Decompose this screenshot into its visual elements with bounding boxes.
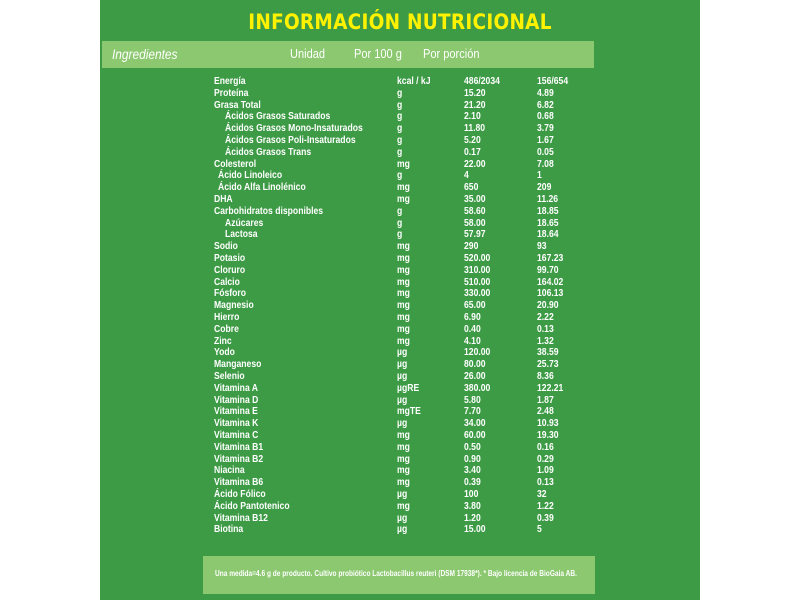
nutrient-name: Energía: [214, 75, 246, 87]
nutrient-unit: mg: [397, 263, 410, 276]
nutrient-per-100g: 310.00: [464, 263, 491, 276]
nutrient-per-100g: 57.97: [464, 228, 486, 241]
nutrient-unit: mg: [397, 157, 410, 170]
table-row: [0, 488, 800, 500]
nutrient-unit: g: [397, 86, 403, 99]
table-row: [0, 335, 800, 347]
nutrient-name: Selenio: [214, 370, 245, 382]
nutrient-per-serving: 122.21: [537, 381, 564, 394]
nutrient-name: Fósforo: [214, 287, 247, 300]
nutrient-name: Ácidos Grasos Trans: [225, 145, 312, 158]
nutrient-unit: g: [397, 169, 403, 182]
nutrient-per-serving: 0.13: [537, 476, 554, 489]
nutrient-per-100g: 330.00: [464, 287, 491, 300]
nutrient-per-100g: 5.20: [464, 134, 481, 146]
nutrient-unit: mg: [397, 252, 410, 264]
nutrient-per-100g: 6.90: [464, 311, 481, 323]
table-row: [0, 417, 800, 429]
nutrient-unit: mg: [397, 452, 410, 465]
nutrient-unit: µg: [397, 370, 408, 382]
table-row: [0, 122, 800, 134]
nutrient-per-serving: 106.13: [537, 287, 564, 300]
table-row: [0, 299, 800, 311]
nutrient-per-serving: 20.90: [537, 299, 559, 312]
nutrient-per-serving: 1.22: [537, 499, 554, 512]
nutrient-name: Ácidos Grasos Mono-Insaturados: [225, 122, 363, 135]
table-row: [0, 464, 800, 476]
nutrient-name: Grasa Total: [214, 98, 261, 111]
nutrient-per-serving: 167.23: [537, 252, 564, 264]
table-row: [0, 323, 800, 335]
nutrient-unit: g: [397, 98, 403, 111]
header-unit: Unidad: [290, 46, 326, 61]
nutrient-per-100g: 35.00: [464, 193, 486, 205]
nutrient-per-100g: 15.20: [464, 86, 486, 99]
nutrient-per-serving: 0.05: [537, 145, 554, 158]
nutrient-per-100g: 1.20: [464, 511, 481, 524]
nutrient-name: Biotina: [214, 523, 244, 536]
nutrient-unit: µg: [397, 358, 408, 371]
nutrient-per-serving: 1: [537, 169, 542, 182]
table-row: [0, 276, 800, 288]
nutrient-per-100g: 0.90: [464, 452, 481, 465]
nutrient-name: Magnesio: [214, 299, 254, 312]
table-row: [0, 346, 800, 358]
nutrient-name: Yodo: [214, 346, 235, 359]
nutrient-unit: mg: [397, 322, 410, 335]
nutrient-unit: mg: [397, 334, 410, 347]
nutrient-per-100g: 380.00: [464, 381, 491, 394]
nutrient-name: Vitamina C: [214, 429, 259, 441]
nutrient-per-serving: 1.87: [537, 393, 554, 406]
nutrient-per-serving: 8.36: [537, 370, 554, 382]
nutrient-name: Vitamina A: [214, 381, 259, 394]
table-row: [0, 87, 800, 99]
nutrient-per-serving: 0.68: [537, 110, 554, 123]
nutrient-per-100g: 3.40: [464, 464, 481, 477]
nutrient-unit: µg: [397, 488, 408, 500]
table-row: [0, 311, 800, 323]
nutrient-unit: mg: [397, 181, 410, 194]
nutrient-per-serving: 93: [537, 240, 547, 253]
nutrient-name: Hierro: [214, 311, 240, 323]
nutrient-per-100g: 290: [464, 240, 479, 253]
nutrient-per-serving: 2.22: [537, 311, 554, 323]
table-row: [0, 146, 800, 158]
nutrient-per-100g: 7.70: [464, 405, 481, 418]
table-row: [0, 512, 800, 524]
table-row: [0, 193, 800, 205]
nutrient-unit: kcal / kJ: [397, 75, 431, 87]
nutrient-unit: µg: [397, 523, 408, 536]
nutrient-name: Vitamina B2: [214, 452, 264, 465]
nutrient-name: Ácidos Grasos Saturados: [225, 110, 331, 123]
nutrient-name: DHA: [214, 193, 233, 205]
nutrient-per-100g: 58.60: [464, 204, 486, 217]
nutrient-per-serving: 1.09: [537, 464, 554, 477]
nutrient-unit: µg: [397, 393, 408, 406]
nutrient-per-serving: 4.89: [537, 86, 554, 99]
nutrient-unit: µgRE: [397, 381, 420, 394]
nutrient-per-serving: 18.65: [537, 216, 559, 229]
nutrient-name: Vitamina B1: [214, 440, 264, 453]
nutrient-unit: mg: [397, 476, 410, 489]
nutrient-name: Ácido Pantotenico: [214, 499, 290, 512]
nutrient-unit: mg: [397, 287, 410, 300]
nutrient-unit: mg: [397, 464, 410, 477]
nutrient-per-serving: 164.02: [537, 275, 564, 288]
nutrient-per-serving: 3.79: [537, 122, 554, 135]
nutrient-per-100g: 0.50: [464, 440, 481, 453]
nutrient-unit: mg: [397, 311, 410, 323]
nutrient-per-serving: 2.48: [537, 405, 554, 418]
page-title: INFORMACIÓN NUTRICIONAL: [248, 10, 552, 34]
nutrient-unit: mg: [397, 193, 410, 205]
nutrient-name: Vitamina B6: [214, 476, 264, 489]
nutrient-unit: mg: [397, 499, 410, 512]
nutrient-unit: g: [397, 134, 403, 146]
nutrient-unit: mg: [397, 275, 410, 288]
table-row: [0, 240, 800, 252]
footer-note: Una medida=4.6 g de producto. Cultivo probiótico Lactobacillus reuteri (DSM 17938*). * Bajo licencia de BioGaia AB.: [215, 569, 577, 578]
nutrient-unit: µg: [397, 346, 408, 359]
nutrient-name: Colesterol: [214, 157, 257, 170]
nutrient-per-100g: 22.00: [464, 157, 486, 170]
table-row: [0, 358, 800, 370]
nutrient-name: Vitamina K: [214, 417, 259, 430]
nutrient-per-serving: 32: [537, 488, 547, 500]
nutrient-per-serving: 209: [537, 181, 552, 194]
table-row: [0, 228, 800, 240]
nutrient-per-100g: 4.10: [464, 334, 481, 347]
nutrient-name: Manganeso: [214, 358, 262, 371]
nutrient-per-100g: 510.00: [464, 275, 491, 288]
nutrient-unit: mg: [397, 440, 410, 453]
header-per-100g: Por 100 g: [354, 46, 402, 61]
nutrient-per-100g: 520.00: [464, 252, 491, 264]
table-row: [0, 500, 800, 512]
table-row: [0, 181, 800, 193]
nutrient-unit: g: [397, 122, 403, 135]
nutrient-per-serving: 6.82: [537, 98, 554, 111]
nutrient-per-serving: 1.32: [537, 334, 554, 347]
nutrient-per-100g: 5.80: [464, 393, 481, 406]
nutrient-unit: mg: [397, 299, 410, 312]
table-row: [0, 405, 800, 417]
nutrient-per-100g: 15.00: [464, 523, 486, 536]
table-row: [0, 217, 800, 229]
nutrient-per-100g: 3.80: [464, 499, 481, 512]
nutrient-unit: µg: [397, 417, 408, 430]
nutrient-per-100g: 21.20: [464, 98, 486, 111]
table-row: [0, 476, 800, 488]
nutrient-unit: g: [397, 204, 403, 217]
nutrient-per-serving: 18.64: [537, 228, 559, 241]
table-row: [0, 441, 800, 453]
nutrient-per-serving: 0.13: [537, 322, 554, 335]
nutrient-per-serving: 19.30: [537, 429, 559, 441]
nutrient-per-100g: 34.00: [464, 417, 486, 430]
table-row: [0, 382, 800, 394]
nutrient-unit: µg: [397, 511, 408, 524]
table-row: [0, 394, 800, 406]
nutrient-per-serving: 25.73: [537, 358, 559, 371]
nutrient-per-100g: 58.00: [464, 216, 486, 229]
footer-note-box: [203, 556, 595, 594]
nutrient-per-serving: 11.26: [537, 193, 559, 205]
nutrient-name: Ácido Fólico: [214, 488, 266, 500]
nutrient-per-serving: 18.85: [537, 204, 559, 217]
table-row: [0, 134, 800, 146]
table-row: [0, 523, 800, 535]
nutrient-per-serving: 0.29: [537, 452, 554, 465]
nutrient-unit: g: [397, 110, 403, 123]
nutrient-name: Proteína: [214, 86, 249, 99]
table-row: [0, 453, 800, 465]
nutrient-per-100g: 11.80: [464, 122, 486, 135]
nutrient-per-100g: 60.00: [464, 429, 486, 441]
nutrient-per-serving: 1.67: [537, 134, 554, 146]
nutrient-name: Niacina: [214, 464, 245, 477]
nutrient-per-serving: 5: [537, 523, 542, 536]
nutrient-name: Cloruro: [214, 263, 246, 276]
nutrient-per-100g: 65.00: [464, 299, 486, 312]
nutrient-name: Zinc: [214, 334, 232, 347]
table-row: [0, 264, 800, 276]
nutrient-per-100g: 0.39: [464, 476, 481, 489]
nutrient-per-100g: 4: [464, 169, 469, 182]
nutrient-name: Ácidos Grasos Poli-Insaturados: [225, 134, 356, 146]
nutrient-per-100g: 0.17: [464, 145, 481, 158]
nutrient-per-serving: 10.93: [537, 417, 559, 430]
nutrient-per-serving: 0.39: [537, 511, 554, 524]
nutrient-per-serving: 0.16: [537, 440, 554, 453]
table-row: [0, 205, 800, 217]
table-row: [0, 75, 800, 87]
nutrient-unit: mgTE: [397, 405, 421, 418]
nutrient-name: Lactosa: [225, 228, 258, 241]
nutrient-name: Cobre: [214, 322, 239, 335]
nutrient-name: Potasio: [214, 252, 246, 264]
table-row: [0, 99, 800, 111]
nutrient-name: Vitamina E: [214, 405, 258, 418]
nutrient-name: Ácido Alfa Linolénico: [218, 181, 306, 194]
nutrient-per-100g: 2.10: [464, 110, 481, 123]
table-row: [0, 429, 800, 441]
nutrient-name: Azúcares: [225, 216, 264, 229]
nutrient-unit: mg: [397, 240, 410, 253]
nutrient-name: Ácido Linoleico: [218, 169, 283, 182]
table-row: [0, 169, 800, 181]
nutrient-name: Vitamina D: [214, 393, 259, 406]
header-ingredients: Ingredientes: [112, 46, 178, 62]
nutrient-per-100g: 120.00: [464, 346, 491, 359]
nutrient-unit: g: [397, 216, 403, 229]
nutrient-per-100g: 0.40: [464, 322, 481, 335]
nutrient-per-100g: 26.00: [464, 370, 486, 382]
nutrient-name: Vitamina B12: [214, 511, 268, 524]
nutrient-per-serving: 7.08: [537, 157, 554, 170]
nutrient-per-100g: 486/2034: [464, 75, 500, 87]
nutrient-per-100g: 80.00: [464, 358, 486, 371]
nutrient-per-serving: 38.59: [537, 346, 559, 359]
nutrient-per-100g: 100: [464, 488, 479, 500]
table-row: [0, 110, 800, 122]
nutrient-unit: mg: [397, 429, 410, 441]
nutrient-unit: g: [397, 228, 403, 241]
table-row: [0, 287, 800, 299]
nutrient-per-100g: 650: [464, 181, 479, 194]
nutrient-name: Calcio: [214, 275, 240, 288]
nutrient-per-serving: 99.70: [537, 263, 559, 276]
nutrient-name: Carbohidratos disponibles: [214, 204, 324, 217]
nutrient-unit: g: [397, 145, 403, 158]
table-row: [0, 252, 800, 264]
table-row: [0, 158, 800, 170]
nutrient-per-serving: 156/654: [537, 75, 569, 87]
header-per-serving: Por porción: [423, 46, 480, 61]
nutrient-name: Sodio: [214, 240, 238, 253]
table-row: [0, 370, 800, 382]
